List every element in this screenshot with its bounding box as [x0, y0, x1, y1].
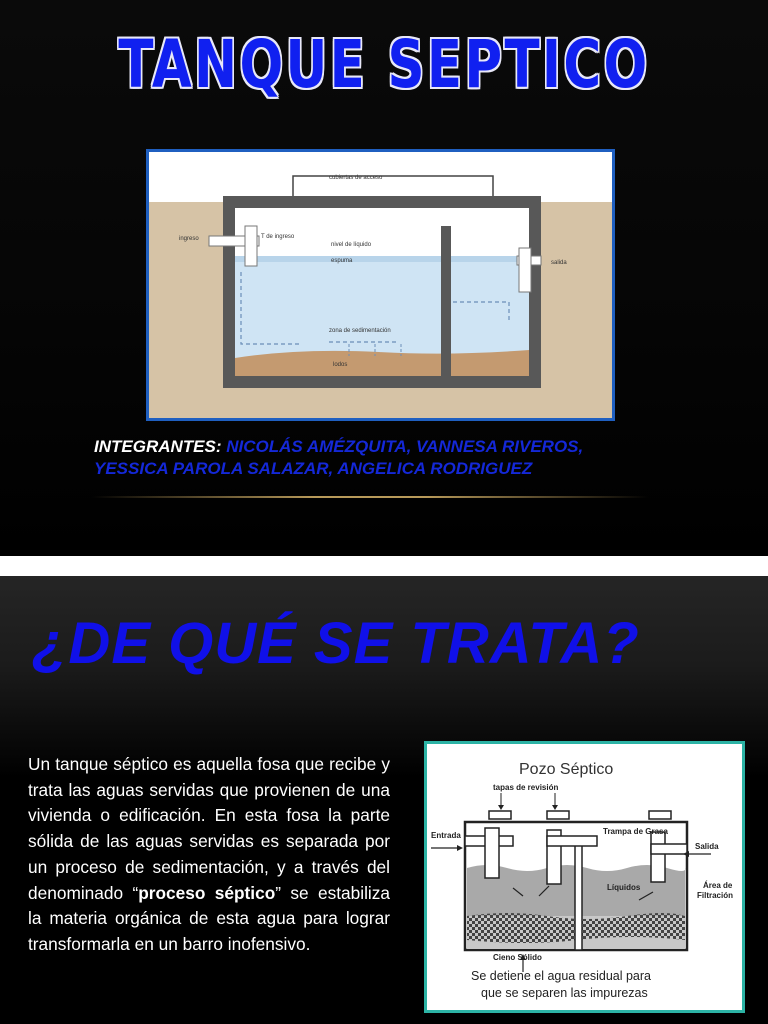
description-paragraph — [28, 752, 390, 958]
label-t-ingreso: T de ingreso — [261, 234, 295, 240]
integrantes-names-line2: YESSICA PAROLA SALAZAR, ANGELICA RODRIGUEZ — [94, 459, 533, 478]
caption-line-1: Se detiene el agua residual para — [471, 969, 651, 983]
label-zona-sedimentacion: zona de sedimentación — [329, 328, 391, 334]
diagram-title: Pozo Séptico — [519, 761, 614, 778]
integrantes-block — [94, 436, 694, 480]
paragraph-text-end: ” se estabiliza la materia orgánica de esta agua para lograr transformarla en un barro inofensivo. — [28, 882, 390, 954]
label-liquidos: Líquidos — [607, 883, 641, 892]
pozo-septico-diagram — [424, 741, 745, 1013]
label-nivel-liquido: nivel de líquido — [331, 242, 372, 248]
integrantes-label: INTEGRANTES: — [94, 437, 222, 456]
label-salida: salida — [551, 260, 567, 266]
divider-line — [92, 496, 648, 498]
integrantes-names-line1: NICOLÁS AMÉZQUITA, VANNESA RIVEROS, — [221, 437, 584, 456]
label-entrada: Entrada — [431, 831, 461, 840]
caption-line-2: que se separen las impurezas — [481, 986, 648, 1000]
label-tapas: tapas de revisión — [493, 783, 559, 792]
label-cubiertas: cubiertas de acceso — [329, 175, 383, 181]
paragraph-text-start: Un tanque séptico es aquella fosa que recibe y trata las aguas servidas que provienen de una vivienda o edificación. En esta fosa la parte sólida de las aguas servidas es separada por un proceso de sedimentación, y a través del denominado “ — [28, 754, 390, 903]
slide-separator — [0, 556, 768, 576]
label-espuma: espuma — [331, 258, 353, 264]
label-ingreso: ingreso — [179, 236, 199, 242]
label-trampa: Trampa de Grasa — [603, 827, 668, 836]
label-area-1: Área de — [703, 881, 733, 890]
label-salida: Salida — [695, 842, 719, 851]
label-cieno: Cieno Sólido — [493, 953, 542, 962]
slide-2-title: ¿DE QUÉ SE TRATA? — [32, 611, 640, 676]
slide-1-title: TANQUE SEPTICO — [118, 26, 650, 103]
slide-2 — [0, 576, 768, 1024]
label-area-2: Filtración — [697, 891, 734, 900]
label-lodos: lodos — [333, 362, 348, 368]
paragraph-bold-term: proceso séptico — [138, 882, 276, 903]
septic-tank-cross-section-diagram — [146, 149, 615, 421]
